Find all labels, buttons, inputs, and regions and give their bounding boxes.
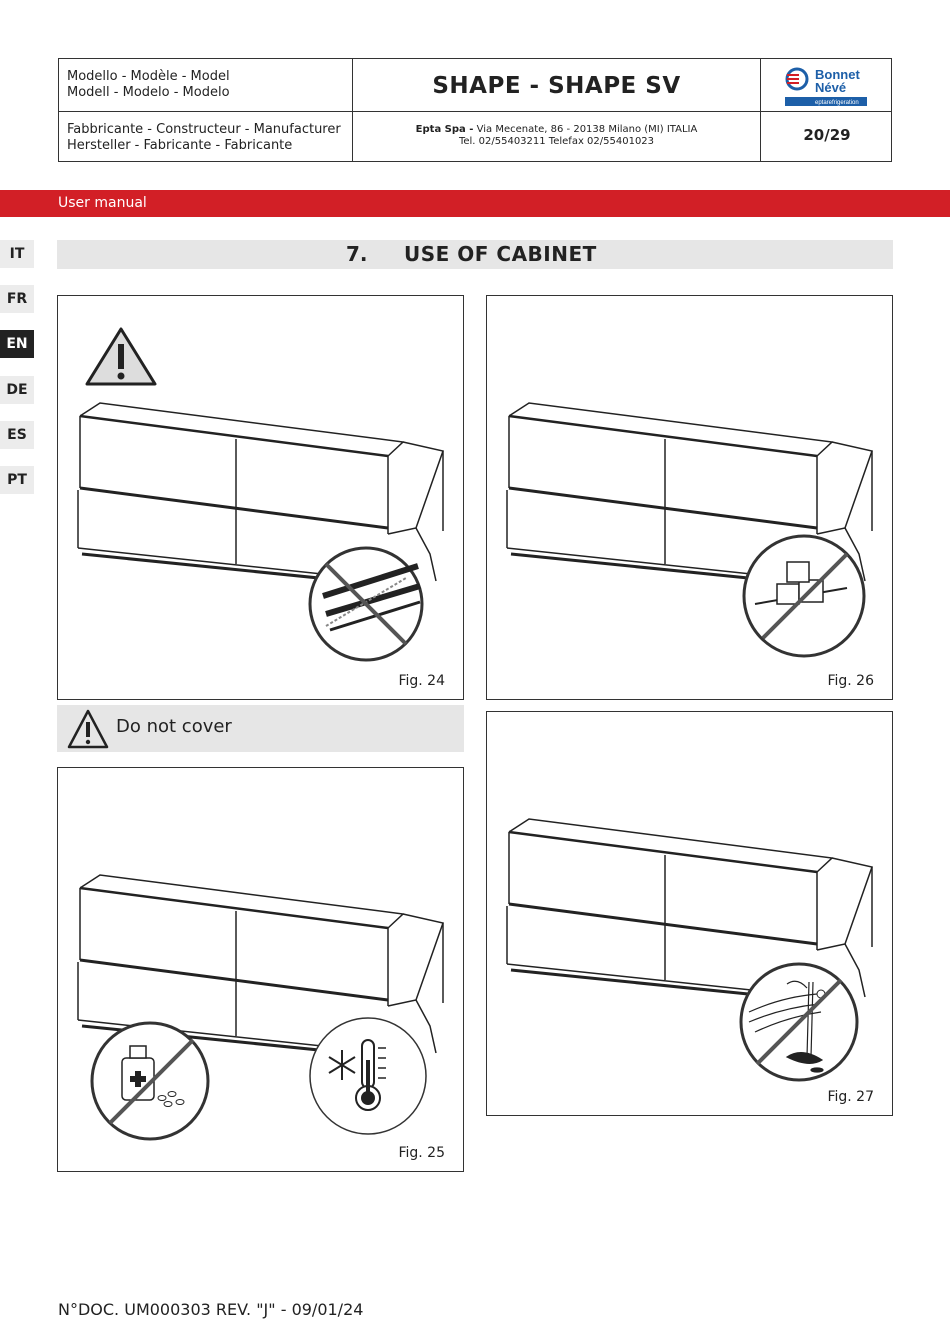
logo-line2: Névé <box>815 80 847 95</box>
model-label-line: Modello - Modèle - Model <box>67 69 230 84</box>
cabinet-illustration <box>58 296 463 699</box>
figure-caption: Fig. 24 <box>398 673 445 689</box>
logo-line1: Bonnet <box>815 67 860 82</box>
contact-text: Tel. 02/55403211 Telefax 02/55401023 <box>458 136 655 147</box>
no-water-splash-icon <box>741 964 857 1080</box>
manual-band <box>0 190 950 217</box>
figure-caption: Fig. 25 <box>398 1145 445 1161</box>
section-heading <box>57 240 893 269</box>
figure-caption: Fig. 27 <box>827 1089 874 1105</box>
section-number: 7. <box>346 242 368 266</box>
temperature-icon <box>310 1018 426 1134</box>
document-number: N°DOC. UM000303 REV. "J" - 09/01/24 <box>58 1300 364 1319</box>
lang-tab-it[interactable]: IT <box>0 240 34 268</box>
header-table <box>58 58 892 162</box>
brand-logo-mark <box>783 65 873 107</box>
manual-band-label: User manual <box>58 195 147 211</box>
warning-bar <box>57 705 464 752</box>
logo-sub: eptarefrigeration <box>815 100 859 106</box>
figure-caption: Fig. 26 <box>827 673 874 689</box>
header-divider <box>760 59 761 161</box>
warning-text: Do not cover <box>116 716 232 737</box>
warning-triangle-icon <box>87 329 155 384</box>
cabinet-illustration <box>487 296 892 699</box>
section-title: USE OF CABINET <box>404 242 597 266</box>
figure-26 <box>486 295 893 700</box>
lang-tab-pt[interactable]: PT <box>0 466 34 494</box>
company-name: Epta Spa - <box>415 124 474 135</box>
no-covering-grille-icon <box>310 548 422 660</box>
product-title: SHAPE - SHAPE SV <box>432 73 681 99</box>
manufacturer-address <box>353 124 760 148</box>
figure-27 <box>486 711 893 1116</box>
lang-tab-de[interactable]: DE <box>0 376 34 404</box>
no-stacking-boxes-icon <box>744 536 864 656</box>
no-chemicals-icon <box>92 1023 208 1139</box>
warning-triangle-icon <box>65 707 111 751</box>
lang-tab-es[interactable]: ES <box>0 421 34 449</box>
address-text: Via Mecenate, 86 - 20138 Milano (MI) ITALIA <box>476 124 698 135</box>
page-number: 20/29 <box>803 126 851 144</box>
cabinet-illustration <box>58 768 463 1171</box>
figure-25 <box>57 767 464 1172</box>
lang-tab-fr[interactable]: FR <box>0 285 34 313</box>
figure-24 <box>57 295 464 700</box>
cabinet-illustration <box>487 712 892 1115</box>
model-label <box>67 69 230 101</box>
brand-logo <box>783 65 873 107</box>
header-divider <box>59 111 891 112</box>
manufacturer-label-line: Fabbricante - Constructeur - Manufacturer <box>67 122 341 137</box>
manufacturer-label-line: Hersteller - Fabricante - Fabricante <box>67 138 293 153</box>
model-label-line: Modell - Modelo - Modelo <box>67 85 230 100</box>
manufacturer-label <box>67 122 341 154</box>
lang-tab-en[interactable]: EN <box>0 330 34 358</box>
